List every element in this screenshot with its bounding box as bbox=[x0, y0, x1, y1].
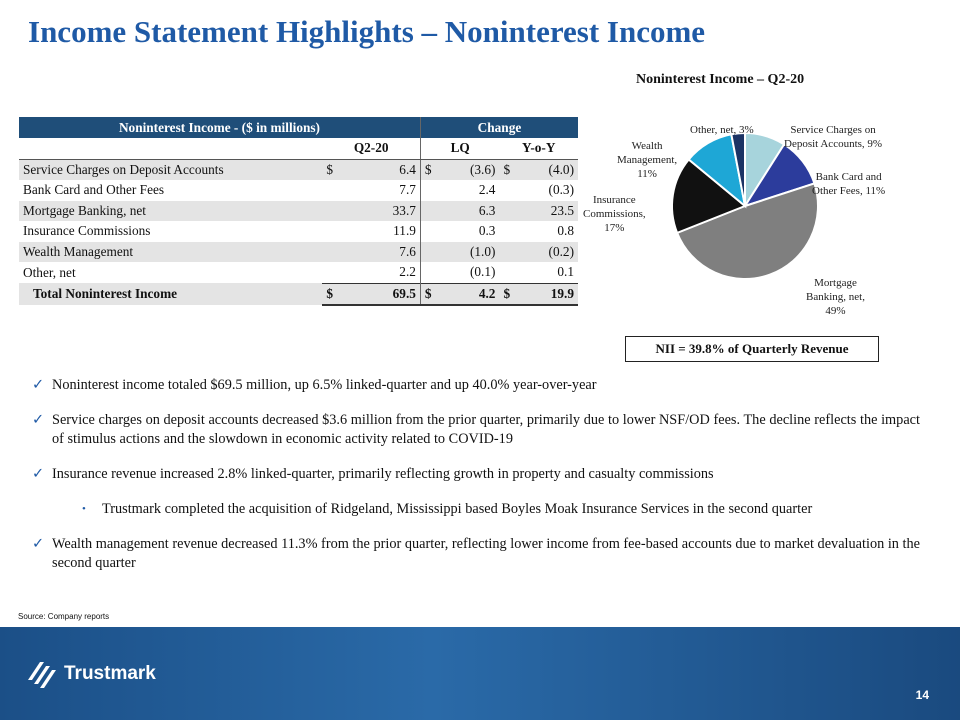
checkmark-icon: ✓ bbox=[32, 377, 44, 393]
table-row: Other, net 2.2 (0.1) 0.1 bbox=[19, 262, 578, 283]
pie-label-other: Other, net, 3% bbox=[690, 124, 754, 136]
source-note: Source: Company reports bbox=[18, 612, 110, 621]
table-row: Wealth Management 7.6 (1.0) (0.2) bbox=[19, 242, 578, 263]
pie-label-insurance: Insurance Commissions, 17% bbox=[583, 194, 646, 234]
list-item: • Trustmark completed the acquisition of Ridgeland, Mississippi based Boyles Moak Insurance Services in the second quarter bbox=[82, 501, 813, 517]
table-header-row bbox=[19, 117, 578, 138]
table-row: Insurance Commissions 11.9 0.3 0.8 bbox=[19, 221, 578, 242]
table-subheader-row bbox=[19, 138, 578, 159]
bullet-dot-icon: • bbox=[82, 503, 86, 515]
table-row: Service Charges on Deposit Accounts $ 6.4 $ (3.6) $ (4.0) bbox=[19, 159, 578, 180]
page-number: 14 bbox=[915, 688, 929, 702]
pie-label-mortgage: Mortgage Banking, net, 49% bbox=[806, 277, 865, 317]
list-item: ✓ Insurance revenue increased 2.8% linked-quarter, primarily reflecting growth in property and casualty commissions bbox=[32, 466, 714, 482]
nii-callout-box: NII = 39.8% of Quarterly Revenue bbox=[625, 336, 879, 362]
col-yoy: Y-o-Y bbox=[499, 138, 578, 159]
table-total-row: Total Noninterest Income $ 69.5 $ 4.2 $ 19.9 bbox=[19, 283, 578, 305]
bullet-list bbox=[32, 376, 920, 589]
checkmark-icon: ✓ bbox=[32, 536, 44, 552]
list-item: ✓ Wealth management revenue decreased 11.3% from the prior quarter, reflecting lower income from fee-based accounts due to market devaluation in the second quarter bbox=[32, 536, 920, 571]
table-header-left: Noninterest Income - ($ in millions) bbox=[19, 117, 420, 138]
checkmark-icon: ✓ bbox=[32, 466, 44, 482]
table-header-change: Change bbox=[420, 117, 578, 138]
list-item: ✓ Service charges on deposit accounts decreased $3.6 million from the prior quarter, primarily due to lower NSF/OD fees. The decline reflects the impact of stimulus actions and the slowdown in economic activity related to COVID-19 bbox=[32, 412, 920, 447]
table-row: Mortgage Banking, net 33.7 6.3 23.5 bbox=[19, 201, 578, 222]
trustmark-logo-icon bbox=[26, 660, 60, 688]
checkmark-icon: ✓ bbox=[32, 412, 44, 428]
table-row: Bank Card and Other Fees 7.7 2.4 (0.3) bbox=[19, 180, 578, 201]
pie-label-wealth: Wealth Management, 11% bbox=[617, 140, 678, 180]
pie-label-bank-card: Bank Card and Other Fees, 11% bbox=[812, 171, 886, 197]
noninterest-income-table bbox=[19, 117, 578, 306]
trustmark-logo-text: Trustmark bbox=[64, 663, 156, 684]
pie-label-service-charges: Service Charges on Deposit Accounts, 9% bbox=[784, 124, 883, 150]
list-item: ✓ Noninterest income totaled $69.5 million, up 6.5% linked-quarter and up 40.0% year-over-year bbox=[32, 377, 597, 393]
col-lq: LQ bbox=[420, 138, 499, 159]
page-title: Income Statement Highlights – Noninterest Income bbox=[28, 14, 706, 49]
col-q2-20: Q2-20 bbox=[322, 138, 420, 159]
pie-chart-title: Noninterest Income – Q2-20 bbox=[636, 72, 805, 87]
